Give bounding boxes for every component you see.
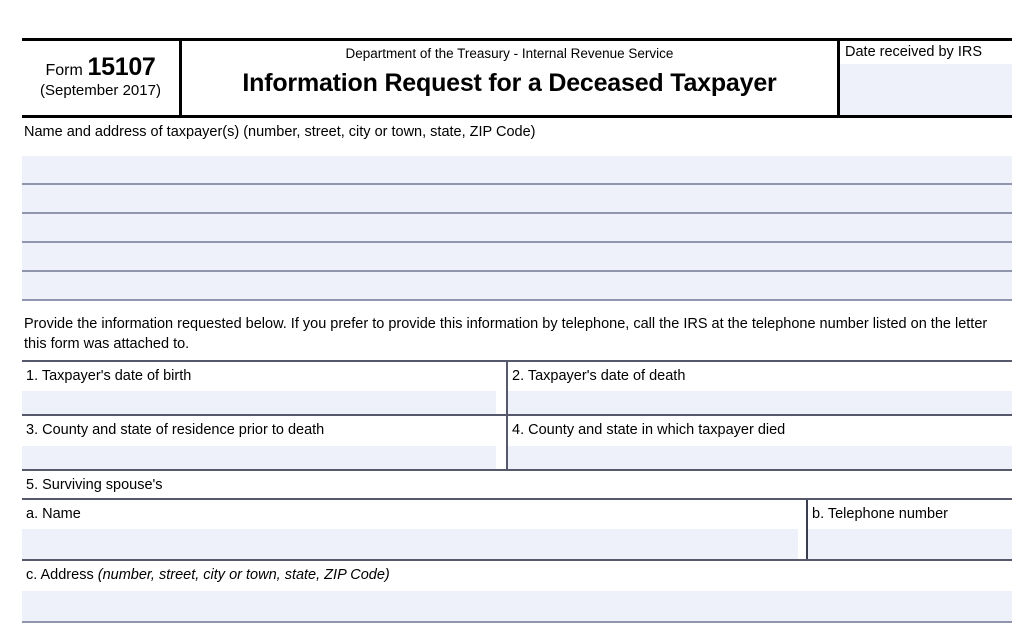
- taxpayer-address-line-3[interactable]: [22, 214, 1012, 243]
- field-item-5c: [22, 559, 1012, 622]
- form-header: [22, 38, 1012, 118]
- field-item-5c-label-main: c. Address: [26, 567, 98, 584]
- field-item-5b-input[interactable]: [808, 529, 1012, 559]
- field-item-4: [508, 416, 1012, 468]
- field-item-5a-input[interactable]: [22, 529, 798, 559]
- taxpayer-address-line-2[interactable]: [22, 185, 1012, 214]
- fields-grid: [22, 360, 1012, 623]
- fields-row-3-4: [22, 414, 1012, 468]
- field-item-5b: [808, 500, 1012, 559]
- field-item-5c-label-italic: (number, street, city or town, state, ZIP Code): [97, 567, 390, 584]
- date-received-label: Date received by IRS: [845, 44, 983, 60]
- field-item-4-input[interactable]: [508, 446, 1012, 469]
- taxpayer-address-label: Name and address of taxpayer(s) (number, street, city or town, state, ZIP Code): [24, 124, 536, 140]
- field-item-5a-label: a. Name: [26, 505, 81, 522]
- fields-row-1-2: [22, 360, 1012, 414]
- field-item-2-input[interactable]: [508, 391, 1012, 414]
- form-number-line: [45, 54, 155, 80]
- field-item-5-header: [22, 469, 1012, 500]
- field-item-5a: [22, 500, 808, 559]
- form-revision-date: (September 2017): [40, 82, 161, 100]
- field-item-5-label: 5. Surviving spouse's: [26, 476, 163, 493]
- fields-row-5a-5b: [22, 500, 1012, 559]
- date-received-input[interactable]: [840, 64, 1012, 115]
- taxpayer-address-line-5[interactable]: [22, 272, 1012, 301]
- field-item-5b-label: b. Telephone number: [812, 505, 948, 522]
- field-item-3: [22, 416, 508, 468]
- date-received-cell: [840, 41, 1012, 115]
- field-item-4-label: 4. County and state in which taxpayer died: [512, 422, 786, 439]
- form-identity-cell: [22, 41, 182, 115]
- field-item-3-label: 3. County and state of residence prior to death: [26, 422, 325, 439]
- form-title-cell: [182, 41, 840, 115]
- field-item-5c-input[interactable]: [22, 591, 1012, 623]
- agency-line: Department of the Treasury - Internal Revenue Service: [345, 46, 674, 61]
- field-item-1-input[interactable]: [22, 391, 496, 414]
- taxpayer-address-line-1[interactable]: [22, 156, 1012, 185]
- field-item-5c-label: [22, 561, 1012, 584]
- instructions-paragraph: Provide the information requested below. If you prefer to provide this information by telephone, call the IRS at the telephone number listed on the letter this form was attached to.: [24, 316, 988, 352]
- form-word-label: Form: [45, 61, 83, 79]
- page-title: Information Request for a Deceased Taxpayer: [242, 68, 777, 97]
- taxpayer-address-rows: [22, 156, 1012, 301]
- field-item-1: [22, 362, 508, 414]
- field-item-2: [508, 362, 1012, 414]
- taxpayer-address-line-4[interactable]: [22, 243, 1012, 272]
- field-item-2-label: 2. Taxpayer's date of death: [512, 368, 686, 384]
- field-item-1-label: 1. Taxpayer's date of birth: [26, 368, 192, 384]
- field-item-3-input[interactable]: [22, 446, 496, 469]
- form-number: 15107: [87, 52, 156, 81]
